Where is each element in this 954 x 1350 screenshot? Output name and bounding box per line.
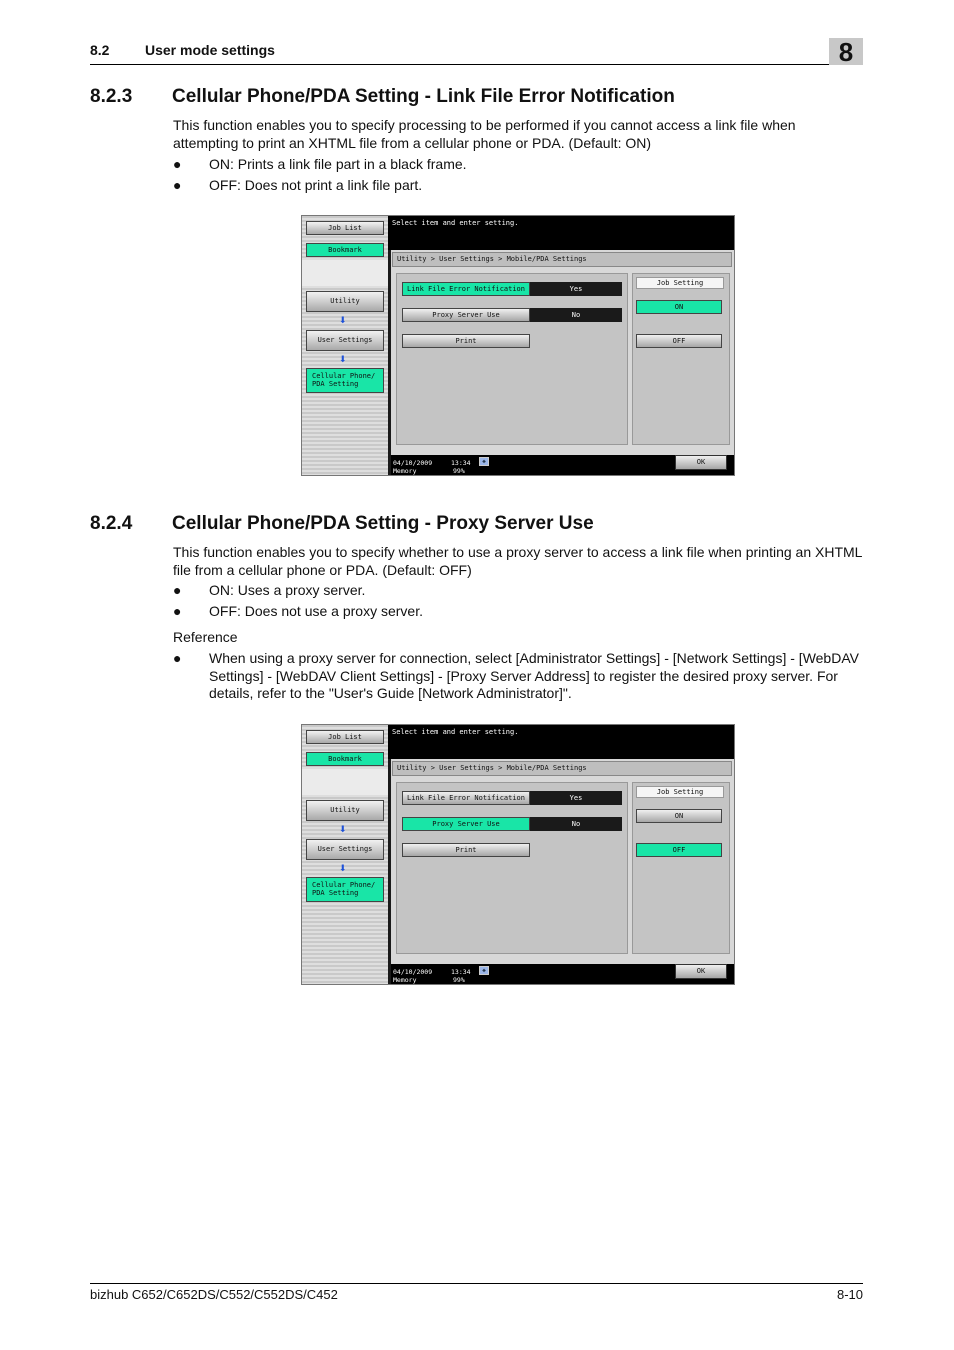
reference-label: Reference — [173, 629, 238, 645]
header-section-number: 8.2 — [90, 42, 110, 58]
print-button[interactable]: Print — [402, 334, 530, 348]
on-button[interactable]: ON — [636, 809, 722, 823]
screenshot-proxy-server-use — [301, 724, 735, 985]
proxy-server-use-value: No — [530, 817, 622, 831]
down-arrow-icon: ⬇ — [339, 354, 347, 364]
header-rule — [90, 64, 863, 65]
off-button[interactable]: OFF — [636, 843, 722, 857]
reference-bullet: ● When using a proxy server for connection, select [Administrator Settings] - [Network Settings] - [WebDAV Settings] - [WebDAV Client Settings] - [Proxy Server Address] to register the desired proxy server. For details, refer to the "User's Guide [Network Administrator]". — [173, 650, 859, 701]
section-title: Cellular Phone/PDA Setting - Proxy Server Use — [172, 513, 594, 534]
proxy-server-use-button[interactable]: Proxy Server Use — [402, 817, 530, 831]
section-heading-8-2-4 — [90, 513, 594, 535]
cellular-phone-pda-setting-button[interactable]: Cellular Phone/ PDA Setting — [306, 368, 384, 393]
on-button[interactable]: ON — [636, 300, 722, 314]
breadcrumb: Utility > User Settings > Mobile/PDA Settings — [392, 252, 732, 267]
job-setting-label: Job Setting — [636, 786, 724, 798]
job-list-button[interactable]: Job List — [306, 221, 384, 235]
job-setting-panel — [632, 782, 730, 954]
job-list-button[interactable]: Job List — [306, 730, 384, 744]
link-file-error-value: Yes — [530, 282, 622, 296]
section-number: 8.2.3 — [90, 86, 133, 107]
time: 13:34 — [451, 459, 471, 467]
running-header — [90, 42, 275, 58]
cellular-phone-pda-setting-button[interactable]: Cellular Phone/ PDA Setting — [306, 877, 384, 902]
bullet-item: ● OFF: Does not print a link file part. — [173, 177, 423, 193]
footer-page-number: 8-10 — [836, 1287, 863, 1302]
bullet-item: ● ON: Uses a proxy server. — [173, 582, 366, 598]
date: 04/10/2009 — [393, 968, 433, 976]
down-arrow-icon: ⬇ — [339, 315, 347, 325]
user-settings-button[interactable]: User Settings — [306, 839, 384, 860]
bookmark-button[interactable]: Bookmark — [306, 752, 384, 766]
message-bar: Select item and enter setting. — [388, 725, 735, 759]
time: 13:34 — [451, 968, 471, 976]
settings-list-panel — [396, 273, 628, 445]
job-setting-label: Job Setting — [636, 277, 724, 289]
proxy-server-use-button[interactable]: Proxy Server Use — [402, 308, 530, 322]
proxy-server-use-value: No — [530, 308, 622, 322]
date: 04/10/2009 — [393, 459, 433, 467]
memory-label: Memory — [393, 467, 417, 475]
utility-button[interactable]: Utility — [306, 800, 384, 821]
link-file-error-value: Yes — [530, 791, 622, 805]
section-paragraph: This function enables you to specify processing to be performed if you cannot access a link file when attempting to print an XHTML file from a cellular phone or PDA. (Default: ON) — [173, 117, 796, 151]
off-button[interactable]: OFF — [636, 334, 722, 348]
ok-button[interactable]: OK — [675, 455, 727, 470]
chapter-number: 8 — [838, 37, 854, 67]
message-bar: Select item and enter setting. — [388, 216, 735, 250]
footer-rule — [90, 1283, 863, 1284]
ok-button[interactable]: OK — [675, 964, 727, 979]
memory-value: 99% — [453, 976, 465, 984]
user-settings-button[interactable]: User Settings — [306, 330, 384, 351]
screenshot-link-file-error — [301, 215, 735, 476]
bookmark-button[interactable]: Bookmark — [306, 243, 384, 257]
print-button[interactable]: Print — [402, 843, 530, 857]
utility-button[interactable]: Utility — [306, 291, 384, 312]
footer-model: bizhub C652/C652DS/C552/C552DS/C452 — [90, 1287, 338, 1302]
bullet-item: ● ON: Prints a link file part in a black frame. — [173, 156, 467, 172]
link-file-error-notification-button[interactable]: Link File Error Notification — [402, 791, 530, 805]
settings-list-panel — [396, 782, 628, 954]
section-heading-8-2-3 — [90, 86, 675, 108]
link-file-error-notification-button[interactable]: Link File Error Notification — [402, 282, 530, 296]
section-title: Cellular Phone/PDA Setting - Link File Error Notification — [172, 86, 675, 107]
section-number: 8.2.4 — [90, 513, 133, 534]
network-icon: ◈ — [479, 457, 489, 466]
memory-label: Memory — [393, 976, 417, 984]
memory-value: 99% — [453, 467, 465, 475]
job-setting-panel — [632, 273, 730, 445]
network-icon: ◈ — [479, 966, 489, 975]
bullet-item: ● OFF: Does not use a proxy server. — [173, 603, 423, 619]
section-paragraph: This function enables you to specify whether to use a proxy server to access a link file when printing an XHTML file from a cellular phone or PDA. (Default: OFF) — [173, 544, 862, 578]
down-arrow-icon: ⬇ — [339, 824, 347, 834]
breadcrumb: Utility > User Settings > Mobile/PDA Settings — [392, 761, 732, 776]
header-section-title: User mode settings — [145, 42, 275, 58]
down-arrow-icon: ⬇ — [339, 863, 347, 873]
